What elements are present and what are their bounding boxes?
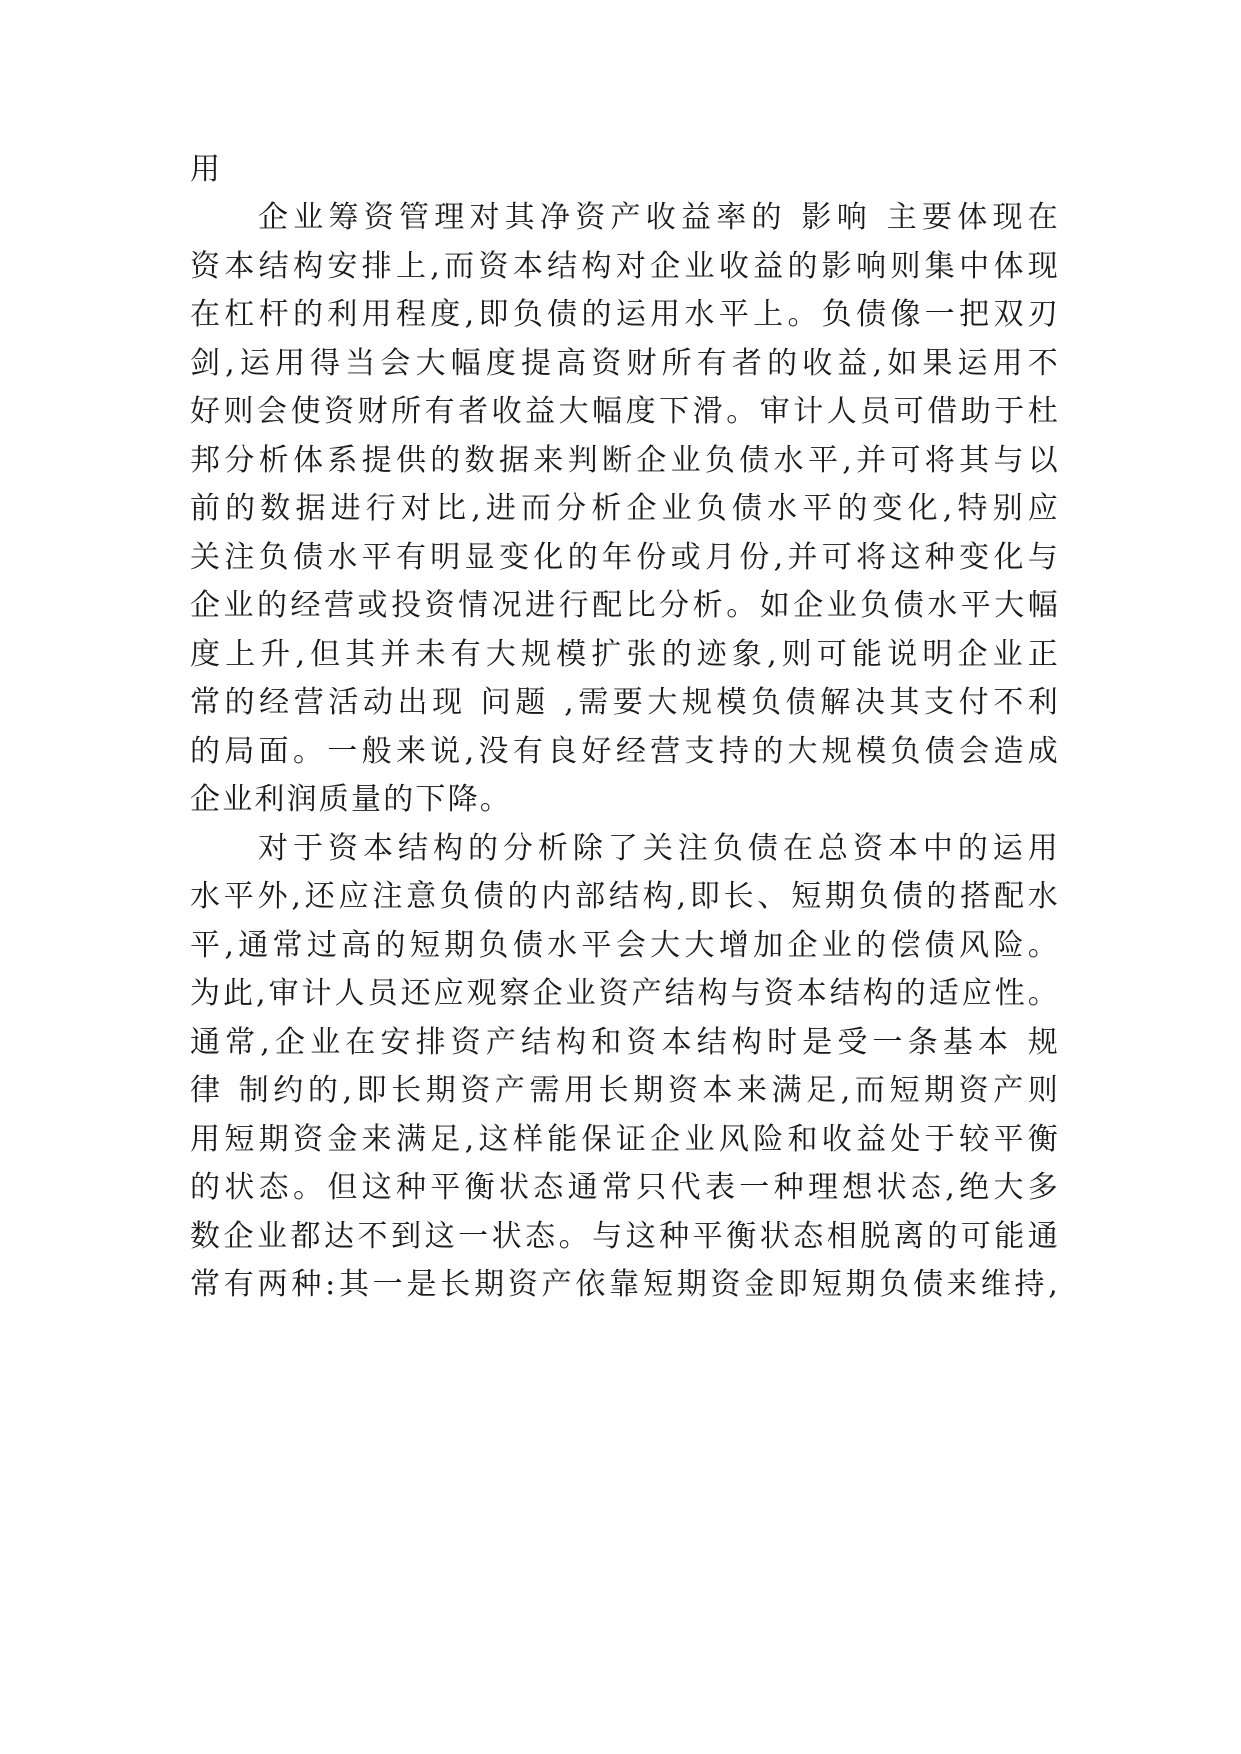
text-line: 水平外,还应注意负债的内部结构,即长、短期负债的搭配水 xyxy=(190,879,1060,914)
text-line: 资本结构安排上,而资本结构对企业收益的影响则集中体现 xyxy=(190,249,1060,284)
text-line: 邦分析体系提供的数据来判断企业负债水平,并可将其与以 xyxy=(190,443,1060,478)
paragraph-last-line: 企业利润质量的下降。 xyxy=(190,782,512,817)
text-line: 平,通常过高的短期负债水平会大大增加企业的偿债风险。 xyxy=(190,928,1060,963)
text-line: 用短期资金来满足,这样能保证企业风险和收益处于较平衡 xyxy=(190,1122,1060,1157)
paragraph-first-line: 对于资本结构的分析除了关注负债在总资本中的运用 xyxy=(258,831,1060,866)
text-line: 为此,审计人员还应观察企业资产结构与资本结构的适应性。 xyxy=(190,976,1060,1011)
text-line: 常有两种:其一是长期资产依靠短期资金即短期负债来维持, xyxy=(190,1267,1060,1302)
text-line: 关注负债水平有明显变化的年份或月份,并可将这种变化与 xyxy=(190,540,1060,575)
text-line: 律 制约的,即长期资产需用长期资本来满足,而短期资产则 xyxy=(190,1073,1060,1108)
text-line: 常的经营活动出现 问题 ,需要大规模负债解决其支付不利 xyxy=(190,685,1060,720)
text-line: 数企业都达不到这一状态。与这种平衡状态相脱离的可能通 xyxy=(190,1219,1060,1254)
paragraph-first-line: 企业筹资管理对其净资产收益率的 影响 主要体现在 xyxy=(258,200,1060,235)
text-line: 度上升,但其并未有大规模扩张的迹象,则可能说明企业正 xyxy=(190,637,1060,672)
text-line: 通常,企业在安排资产结构和资本结构时是受一条基本 规 xyxy=(190,1025,1060,1060)
text-line: 在杠杆的利用程度,即负债的运用水平上。负债像一把双刃 xyxy=(190,297,1060,332)
text-line: 剑,运用得当会大幅度提高资财所有者的收益,如果运用不 xyxy=(190,346,1060,381)
text-line: 的局面。一般来说,没有良好经营支持的大规模负债会造成 xyxy=(190,734,1060,769)
text-line: 好则会使资财所有者收益大幅度下滑。审计人员可借助于杜 xyxy=(190,394,1060,429)
text-line: 用 xyxy=(190,152,223,187)
text-line: 企业的经营或投资情况进行配比分析。如企业负债水平大幅 xyxy=(190,588,1060,623)
text-line: 的状态。但这种平衡状态通常只代表一种理想状态,绝大多 xyxy=(190,1170,1060,1205)
text-line: 前的数据进行对比,进而分析企业负债水平的变化,特别应 xyxy=(190,491,1060,526)
